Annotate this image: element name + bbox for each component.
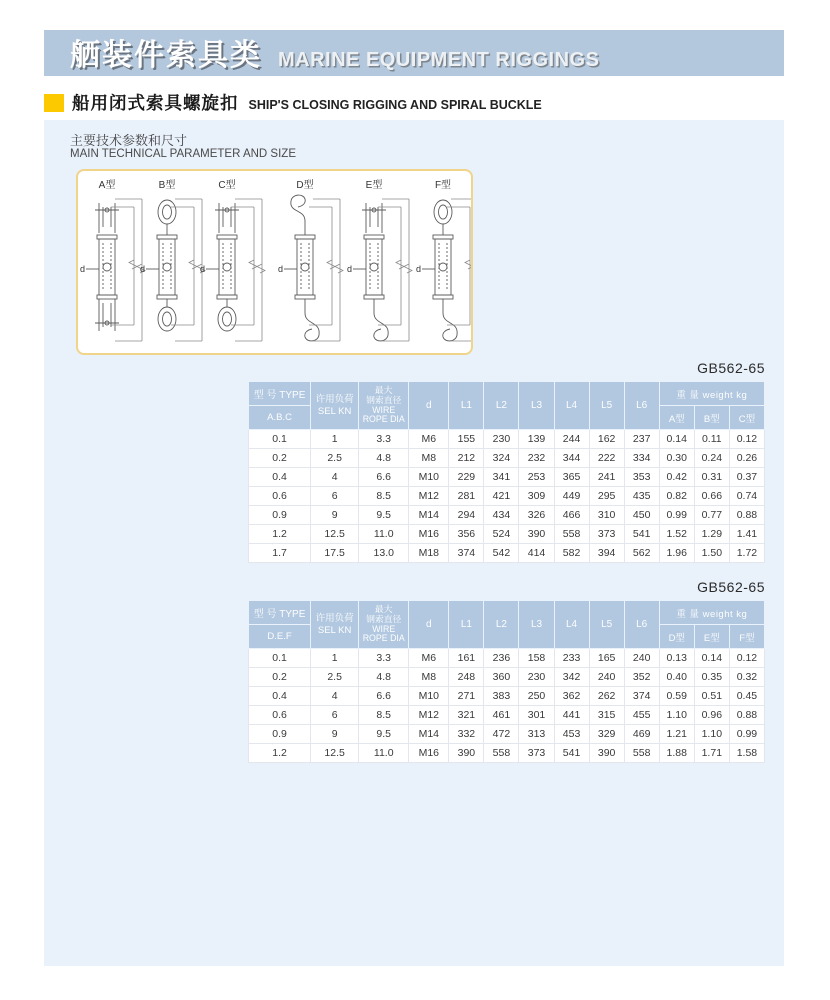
dim-d-label: d (140, 264, 146, 274)
table-cell: 414 (519, 544, 554, 563)
table-row (249, 687, 765, 706)
table-cell: 435 (624, 487, 659, 506)
table-cell: 434 (484, 506, 519, 525)
table-cell: 6.6 (359, 468, 409, 487)
table-cell: 6.6 (359, 687, 409, 706)
table-cell: 1.29 (694, 525, 729, 544)
table-cell: 541 (554, 744, 589, 763)
table-cell: 240 (589, 668, 624, 687)
col-weight-header: 重 量 weight kg (659, 601, 764, 625)
table-cell: 390 (449, 744, 484, 763)
table-cell: 344 (554, 449, 589, 468)
table-cell: 562 (624, 544, 659, 563)
table-cell: M10 (409, 468, 449, 487)
table-cell: 374 (449, 544, 484, 563)
col-l4-header: L4 (554, 382, 589, 430)
table-cell: 1.10 (694, 725, 729, 744)
table-row (249, 544, 765, 563)
table-cell: 0.40 (659, 668, 694, 687)
table-cell: 541 (624, 525, 659, 544)
table-row (249, 487, 765, 506)
table-cell: 0.66 (694, 487, 729, 506)
standard-label-1: GB562-65 (697, 360, 765, 376)
turnbuckle-line-drawings (78, 191, 471, 351)
table-cell: 0.6 (249, 706, 311, 725)
table-cell: 0.4 (249, 687, 311, 706)
table-cell: 6 (311, 706, 359, 725)
table-cell: 271 (449, 687, 484, 706)
table-cell: 0.4 (249, 468, 311, 487)
table-cell: 558 (624, 744, 659, 763)
table-row (249, 668, 765, 687)
table-cell: 0.99 (729, 725, 764, 744)
table-cell: 383 (484, 687, 519, 706)
table-cell: 1.96 (659, 544, 694, 563)
section-title-zh: 船用闭式索具螺旋扣 (72, 93, 239, 113)
table-cell: 356 (449, 525, 484, 544)
table-cell: 9 (311, 506, 359, 525)
col-l1-header: L1 (449, 601, 484, 649)
dim-d-label: d (80, 264, 86, 274)
table-cell: 341 (484, 468, 519, 487)
table-cell: 449 (554, 487, 589, 506)
diagram-type-label-f: F型 (434, 180, 452, 191)
table-row (249, 468, 765, 487)
col-wire-header: 最大 钢索直径 WIRE ROPE DIA (359, 601, 409, 649)
table-cell: M10 (409, 687, 449, 706)
col-load-header: 许用负荷 SEL KN (311, 382, 359, 430)
table-cell: 0.24 (694, 449, 729, 468)
spec-table-abc (248, 381, 765, 563)
table-cell: 232 (519, 449, 554, 468)
table-cell: 450 (624, 506, 659, 525)
table-cell: 0.37 (729, 468, 764, 487)
table-cell: M12 (409, 706, 449, 725)
table-cell: 0.99 (659, 506, 694, 525)
table-cell: 1 (311, 649, 359, 668)
table-cell: 421 (484, 487, 519, 506)
table-cell: 0.14 (659, 430, 694, 449)
table-head (249, 382, 765, 430)
col-weight-f-header: F型 (729, 625, 764, 649)
col-weight-a-header: A型 (659, 406, 694, 430)
table-cell: 4.8 (359, 449, 409, 468)
table-cell: 2.5 (311, 668, 359, 687)
table-head (249, 601, 765, 649)
table-cell: 1.21 (659, 725, 694, 744)
table-cell: M14 (409, 506, 449, 525)
table-cell: 310 (589, 506, 624, 525)
top-banner (44, 30, 784, 76)
table-cell: 12.5 (311, 525, 359, 544)
table-cell: 542 (484, 544, 519, 563)
table-cell: 0.45 (729, 687, 764, 706)
table-cell: 158 (519, 649, 554, 668)
table-cell: 0.9 (249, 725, 311, 744)
table-cell: 230 (484, 430, 519, 449)
table-cell: 0.2 (249, 668, 311, 687)
table-cell: 0.30 (659, 449, 694, 468)
table-cell: 315 (589, 706, 624, 725)
table-cell: M8 (409, 668, 449, 687)
table-row (249, 649, 765, 668)
section-bullet-icon (44, 94, 64, 112)
banner-title-zh: 舾装件索具类 (70, 39, 262, 72)
table-cell: 12.5 (311, 744, 359, 763)
table-row (249, 725, 765, 744)
table-cell: 0.13 (659, 649, 694, 668)
table-cell: 295 (589, 487, 624, 506)
col-l3-header: L3 (519, 382, 554, 430)
table-cell: 222 (589, 449, 624, 468)
table-cell: 309 (519, 487, 554, 506)
table-cell: 558 (484, 744, 519, 763)
table-cell: 0.11 (694, 430, 729, 449)
table-cell: 162 (589, 430, 624, 449)
col-d-header: d (409, 601, 449, 649)
table-cell: 4.8 (359, 668, 409, 687)
table-row (249, 525, 765, 544)
table-cell: 321 (449, 706, 484, 725)
table-cell: 294 (449, 506, 484, 525)
table-cell: 469 (624, 725, 659, 744)
table-cell: 9.5 (359, 725, 409, 744)
table-cell: 4 (311, 687, 359, 706)
table-cell: 139 (519, 430, 554, 449)
table-cell: 0.32 (729, 668, 764, 687)
table-cell: 1.88 (659, 744, 694, 763)
col-weight-c-header: C型 (729, 406, 764, 430)
table-cell: 250 (519, 687, 554, 706)
table-cell: 11.0 (359, 744, 409, 763)
col-weight-e-header: E型 (694, 625, 729, 649)
banner-title-en: MARINE EQUIPMENT RIGGINGS (278, 49, 600, 71)
table-cell: 362 (554, 687, 589, 706)
section-heading (72, 90, 542, 115)
table-cell: 0.1 (249, 430, 311, 449)
table-cell: 0.59 (659, 687, 694, 706)
table-cell: 453 (554, 725, 589, 744)
table-cell: 0.88 (729, 706, 764, 725)
diagram-type-label-e: E型 (365, 180, 383, 191)
table-cell: M18 (409, 544, 449, 563)
table-cell: 1.71 (694, 744, 729, 763)
table-cell: 301 (519, 706, 554, 725)
table-cell: 9.5 (359, 506, 409, 525)
table-row (249, 449, 765, 468)
table-cell: 165 (589, 649, 624, 668)
col-l2-header: L2 (484, 382, 519, 430)
table-cell: 394 (589, 544, 624, 563)
table-cell: M16 (409, 744, 449, 763)
col-weight-header: 重 量 weight kg (659, 382, 764, 406)
turnbuckle-type-e (347, 199, 412, 341)
col-l1-header: L1 (449, 382, 484, 430)
table-cell: 0.42 (659, 468, 694, 487)
table-cell: 253 (519, 468, 554, 487)
table-cell: 155 (449, 430, 484, 449)
table-cell: M16 (409, 525, 449, 544)
table-cell: 324 (484, 449, 519, 468)
table-cell: 390 (589, 744, 624, 763)
table-cell: 461 (484, 706, 519, 725)
table-cell: 1.10 (659, 706, 694, 725)
section-title-en: SHIP'S CLOSING RIGGING AND SPIRAL BUCKLE (248, 98, 542, 112)
col-l6-header: L6 (624, 601, 659, 649)
table-cell: 0.88 (729, 506, 764, 525)
intro-line-en: MAIN TECHNICAL PARAMETER AND SIZE (70, 148, 296, 160)
table-cell: 334 (624, 449, 659, 468)
table-cell: 1.41 (729, 525, 764, 544)
table-cell: 2.5 (311, 449, 359, 468)
col-wire-header: 最大 钢索直径 WIRE ROPE DIA (359, 382, 409, 430)
table-cell: 0.2 (249, 449, 311, 468)
table-cell: 326 (519, 506, 554, 525)
spec-table-def (248, 600, 765, 763)
table-cell: 1.72 (729, 544, 764, 563)
table-cell: 3.3 (359, 649, 409, 668)
table-cell: 229 (449, 468, 484, 487)
col-type-sub-header: D.E.F (249, 625, 311, 649)
diagram-type-label-a: A型 (98, 180, 116, 191)
table-cell: 0.96 (694, 706, 729, 725)
table-cell: 0.77 (694, 506, 729, 525)
col-type-sub-header: A.B.C (249, 406, 311, 430)
table-cell: 1.2 (249, 744, 311, 763)
table-cell: 3.3 (359, 430, 409, 449)
table-cell: M6 (409, 649, 449, 668)
dim-d-label: d (200, 264, 206, 274)
table-cell: 17.5 (311, 544, 359, 563)
col-l2-header: L2 (484, 601, 519, 649)
col-weight-d-header: D型 (659, 625, 694, 649)
col-l6-header: L6 (624, 382, 659, 430)
table-cell: 472 (484, 725, 519, 744)
dim-d-label: d (416, 264, 422, 274)
table-cell: 1.58 (729, 744, 764, 763)
table-cell: 365 (554, 468, 589, 487)
table-cell: 241 (589, 468, 624, 487)
table-cell: 244 (554, 430, 589, 449)
table-cell: 1 (311, 430, 359, 449)
table-cell: 0.82 (659, 487, 694, 506)
col-l4-header: L4 (554, 601, 589, 649)
table-cell: 0.31 (694, 468, 729, 487)
table-cell: 374 (624, 687, 659, 706)
table-cell: 466 (554, 506, 589, 525)
table-row (249, 744, 765, 763)
turnbuckle-type-f (416, 199, 471, 341)
turnbuckle-type-b (140, 199, 205, 341)
turnbuckle-type-a (80, 199, 145, 341)
table-cell: 1.52 (659, 525, 694, 544)
table-cell: 230 (519, 668, 554, 687)
content-panel (44, 120, 784, 966)
dim-d-label: d (278, 264, 284, 274)
table-cell: 1.7 (249, 544, 311, 563)
table-cell: 390 (519, 525, 554, 544)
table-cell: 0.35 (694, 668, 729, 687)
turnbuckle-type-c (200, 199, 265, 341)
table-row (249, 506, 765, 525)
col-weight-b-header: B型 (694, 406, 729, 430)
table-cell: M8 (409, 449, 449, 468)
turnbuckle-type-d (278, 195, 343, 341)
table-cell: 9 (311, 725, 359, 744)
table-cell: 240 (624, 649, 659, 668)
table-cell: 161 (449, 649, 484, 668)
table-cell: 0.12 (729, 430, 764, 449)
table-cell: 373 (519, 744, 554, 763)
table-body (249, 649, 765, 763)
table-cell: 248 (449, 668, 484, 687)
table-cell: 455 (624, 706, 659, 725)
table-cell: 6 (311, 487, 359, 506)
intro-line-zh: 主要技术参数和尺寸 (70, 133, 188, 148)
table-cell: 13.0 (359, 544, 409, 563)
dim-d-label: d (347, 264, 353, 274)
table-cell: 236 (484, 649, 519, 668)
table-cell: 373 (589, 525, 624, 544)
table-cell: 332 (449, 725, 484, 744)
table-body (249, 430, 765, 563)
standard-label-2: GB562-65 (697, 579, 765, 595)
table-cell: 0.1 (249, 649, 311, 668)
col-d-header: d (409, 382, 449, 430)
turnbuckle-diagram-box (76, 169, 473, 355)
table-cell: 281 (449, 487, 484, 506)
col-l5-header: L5 (589, 601, 624, 649)
table-cell: 0.6 (249, 487, 311, 506)
table-cell: 1.50 (694, 544, 729, 563)
table-cell: M6 (409, 430, 449, 449)
table-cell: 262 (589, 687, 624, 706)
table-cell: 0.14 (694, 649, 729, 668)
col-load-header: 许用负荷 SEL KN (311, 601, 359, 649)
table-cell: 353 (624, 468, 659, 487)
diagram-type-label-c: C型 (218, 180, 236, 191)
table-cell: 0.74 (729, 487, 764, 506)
table-cell: 313 (519, 725, 554, 744)
table-cell: 0.9 (249, 506, 311, 525)
col-l3-header: L3 (519, 601, 554, 649)
col-type-header: 型 号 TYPE (249, 601, 311, 625)
col-type-header: 型 号 TYPE (249, 382, 311, 406)
table-cell: 237 (624, 430, 659, 449)
table-cell: 0.12 (729, 649, 764, 668)
table-cell: 342 (554, 668, 589, 687)
table-cell: 0.26 (729, 449, 764, 468)
table-cell: 524 (484, 525, 519, 544)
table-row (249, 430, 765, 449)
table-cell: 1.2 (249, 525, 311, 544)
table-cell: M12 (409, 487, 449, 506)
table-cell: 558 (554, 525, 589, 544)
col-l5-header: L5 (589, 382, 624, 430)
table-cell: 233 (554, 649, 589, 668)
table-cell: 0.51 (694, 687, 729, 706)
table-cell: 352 (624, 668, 659, 687)
table-cell: 8.5 (359, 487, 409, 506)
table-cell: 8.5 (359, 706, 409, 725)
table-cell: M14 (409, 725, 449, 744)
table-cell: 4 (311, 468, 359, 487)
table-cell: 11.0 (359, 525, 409, 544)
table-cell: 212 (449, 449, 484, 468)
diagram-type-label-b: B型 (158, 180, 176, 191)
table-cell: 582 (554, 544, 589, 563)
table-cell: 329 (589, 725, 624, 744)
table-cell: 360 (484, 668, 519, 687)
diagram-type-label-d: D型 (296, 180, 314, 191)
table-cell: 441 (554, 706, 589, 725)
table-row (249, 706, 765, 725)
